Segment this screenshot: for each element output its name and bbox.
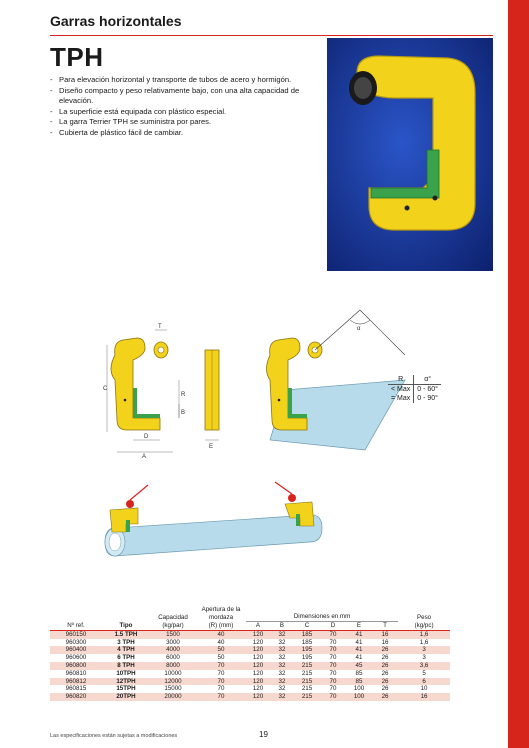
table-cell: 70: [320, 654, 346, 662]
dim-label-r: R: [181, 392, 186, 398]
table-cell: 70: [320, 685, 346, 693]
table-cell: 32: [270, 646, 294, 654]
table-cell: 70: [320, 662, 346, 670]
table-cell: 8000: [150, 662, 196, 670]
table-cell: 70: [196, 662, 246, 670]
table-cell: 10TPH: [102, 670, 150, 678]
table-cell: 15000: [150, 685, 196, 693]
col-header-ref: Nº ref.: [50, 606, 102, 630]
red-side-stripe: [508, 0, 529, 748]
table-cell: 960400: [50, 646, 102, 654]
table-cell: 960815: [50, 685, 102, 693]
table-cell: 8 TPH: [102, 662, 150, 670]
angle-table-header: R: [388, 375, 414, 385]
table-cell: 26: [372, 646, 398, 654]
side-view: [205, 350, 219, 450]
front-view: [103, 324, 186, 460]
col-header-capacity: Capacidad: [158, 613, 188, 621]
table-cell: 185: [294, 630, 320, 638]
table-cell: 6: [398, 678, 450, 686]
left-clamp: [110, 485, 148, 532]
title-rule: [50, 35, 493, 36]
table-cell: 40: [196, 630, 246, 638]
col-header-weight: Peso: [417, 613, 432, 621]
table-cell: 960820: [50, 693, 102, 701]
table-cell: 16: [372, 630, 398, 638]
table-cell: 120: [246, 630, 270, 638]
table-cell: 32: [270, 662, 294, 670]
table-cell: 195: [294, 646, 320, 654]
angle-label: α: [357, 326, 361, 332]
table-row: [50, 639, 450, 647]
table-cell: 120: [246, 685, 270, 693]
table-cell: 85: [346, 670, 372, 678]
table-cell: 215: [294, 693, 320, 701]
col-header-dim-e: E: [346, 622, 372, 631]
table-cell: 4000: [150, 646, 196, 654]
table-cell: 6 TPH: [102, 654, 150, 662]
table-cell: 32: [270, 685, 294, 693]
table-row: [50, 646, 450, 654]
col-header-dim-c: C: [294, 622, 320, 631]
col-header-type: Tipo: [102, 606, 150, 630]
table-cell: 70: [320, 646, 346, 654]
table-cell: 70: [196, 670, 246, 678]
table-cell: 3,6: [398, 662, 450, 670]
table-cell: 960800: [50, 662, 102, 670]
col-header-dim-d: D: [320, 622, 346, 631]
table-cell: 1,6: [398, 639, 450, 647]
table-cell: 41: [346, 646, 372, 654]
table-cell: 70: [196, 685, 246, 693]
table-cell: 215: [294, 678, 320, 686]
feature-item: - Para elevación horizontal y transporte de tubos de acero y hormigón.: [50, 75, 320, 86]
col-header-jaw-unit: (R) (mm): [196, 622, 246, 631]
angle-table-cell: = Max: [388, 394, 414, 403]
table-cell: 120: [246, 662, 270, 670]
table-cell: 70: [320, 678, 346, 686]
table-cell: 16: [398, 693, 450, 701]
table-cell: 41: [346, 630, 372, 638]
table-cell: 32: [270, 693, 294, 701]
table-cell: 120: [246, 639, 270, 647]
table-cell: 3: [398, 654, 450, 662]
table-cell: 32: [270, 678, 294, 686]
table-cell: 26: [372, 693, 398, 701]
table-cell: 195: [294, 654, 320, 662]
table-cell: 70: [320, 670, 346, 678]
col-header-dim-t: T: [372, 622, 398, 631]
table-cell: 26: [372, 662, 398, 670]
table-cell: 32: [270, 654, 294, 662]
table-cell: 20TPH: [102, 693, 150, 701]
table-cell: 100: [346, 693, 372, 701]
dim-label-a: A: [142, 454, 147, 460]
table-row: [50, 678, 450, 686]
table-cell: 40: [196, 639, 246, 647]
product-title: TPH: [50, 42, 104, 72]
table-cell: 41: [346, 639, 372, 647]
table-cell: 4 TPH: [102, 646, 150, 654]
dim-label-b: B: [181, 410, 186, 416]
table-cell: 26: [372, 654, 398, 662]
table-cell: 120: [246, 654, 270, 662]
table-cell: 70: [196, 678, 246, 686]
dim-label-e: E: [209, 444, 214, 450]
specifications-table: [50, 606, 450, 701]
table-cell: 45: [346, 662, 372, 670]
table-cell: 10000: [150, 670, 196, 678]
col-header-weight-unit: (kg/pc): [398, 622, 450, 631]
col-header-capacity-unit: (kg/par): [150, 622, 196, 631]
table-cell: 5: [398, 670, 450, 678]
feature-item: - La superficie está equipada con plástico especial.: [50, 107, 320, 118]
table-cell: 960812: [50, 678, 102, 686]
table-row: [50, 693, 450, 701]
product-photo: [327, 38, 493, 271]
table-cell: 1.5 TPH: [102, 630, 150, 638]
table-cell: 50: [196, 646, 246, 654]
table-cell: 1,6: [398, 630, 450, 638]
dim-label-d: D: [144, 434, 149, 440]
clamp-on-plate-view: [267, 310, 406, 450]
table-cell: 26: [372, 670, 398, 678]
table-cell: 70: [320, 639, 346, 647]
table-cell: 215: [294, 662, 320, 670]
table-cell: 26: [372, 685, 398, 693]
table-cell: 120: [246, 646, 270, 654]
table-row: [50, 685, 450, 693]
table-row: [50, 662, 450, 670]
table-cell: 960300: [50, 639, 102, 647]
table-cell: 70: [320, 630, 346, 638]
table-cell: 6000: [150, 654, 196, 662]
table-row: [50, 630, 450, 638]
table-cell: 85: [346, 678, 372, 686]
table-cell: 32: [270, 639, 294, 647]
angle-table-cell: 0 - 60°: [417, 386, 438, 393]
table-cell: 10: [398, 685, 450, 693]
table-cell: 3000: [150, 639, 196, 647]
angle-table: [388, 375, 441, 403]
col-header-dim-b: B: [270, 622, 294, 631]
table-cell: 185: [294, 639, 320, 647]
feature-item: - Diseño compacto y peso relativamente bajo, con una alta capacidad de elevación.: [50, 86, 320, 107]
feature-item: - La garra Terrier TPH se suministra por pares.: [50, 117, 320, 128]
table-cell: 960600: [50, 654, 102, 662]
table-cell: 120: [246, 670, 270, 678]
footer-note: Las especificaciones están sujetas a modificaciones: [50, 733, 178, 739]
table-cell: 50: [196, 654, 246, 662]
pipe-lifting-illustration: [100, 480, 360, 570]
table-cell: 120: [246, 693, 270, 701]
table-cell: 16: [372, 639, 398, 647]
page-number: 19: [259, 730, 268, 739]
table-cell: 15TPH: [102, 685, 150, 693]
table-row: [50, 654, 450, 662]
table-row: [50, 670, 450, 678]
table-cell: 960810: [50, 670, 102, 678]
feature-list: [50, 75, 320, 139]
table-cell: 20000: [150, 693, 196, 701]
table-cell: 70: [196, 693, 246, 701]
table-cell: 120: [246, 678, 270, 686]
table-cell: 12TPH: [102, 678, 150, 686]
feature-item: - Cubierta de plástico fácil de cambiar.: [50, 128, 320, 139]
table-cell: 26: [372, 678, 398, 686]
angle-table-cell: < Max: [388, 385, 414, 395]
dim-label-t: T: [158, 324, 162, 330]
col-header-dimensions: Dimensiones en mm: [246, 606, 398, 622]
table-cell: 1500: [150, 630, 196, 638]
table-cell: 12000: [150, 678, 196, 686]
table-cell: 41: [346, 654, 372, 662]
table-cell: 215: [294, 685, 320, 693]
dim-label-c: C: [103, 386, 108, 392]
col-header-jaw: Apertura de la mordaza: [201, 606, 241, 621]
specifications-body: [50, 630, 450, 701]
table-cell: 215: [294, 670, 320, 678]
table-cell: 100: [346, 685, 372, 693]
table-cell: 32: [270, 630, 294, 638]
angle-table-cell: 0 - 90°: [417, 395, 438, 402]
table-cell: 960150: [50, 630, 102, 638]
table-cell: 3: [398, 646, 450, 654]
table-cell: 32: [270, 670, 294, 678]
angle-table-header: α°: [414, 375, 441, 385]
table-cell: 3 TPH: [102, 639, 150, 647]
section-title: Garras horizontales: [50, 13, 182, 29]
col-header-dim-a: A: [246, 622, 270, 631]
table-cell: 70: [320, 693, 346, 701]
